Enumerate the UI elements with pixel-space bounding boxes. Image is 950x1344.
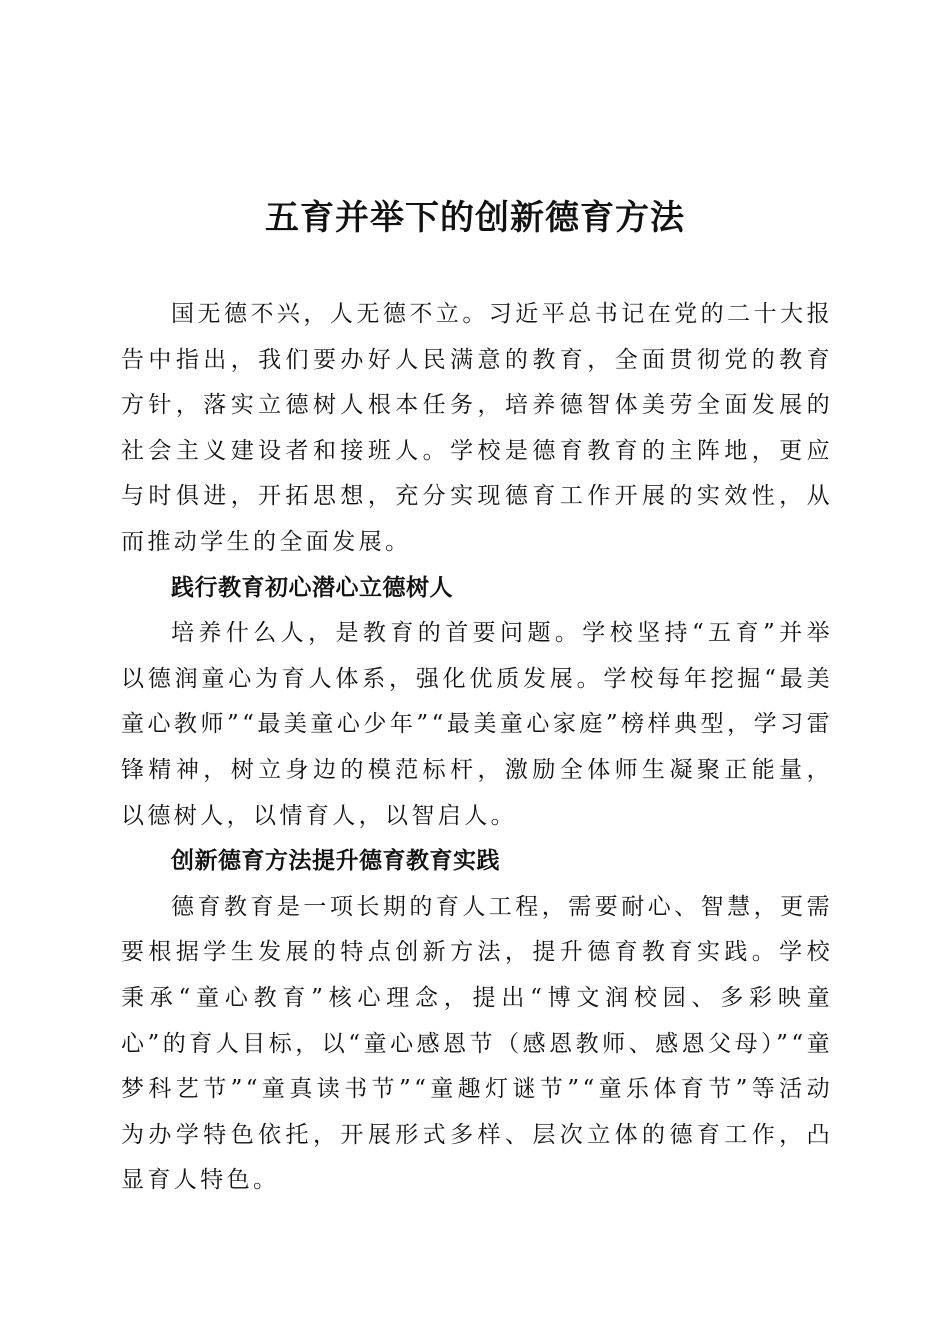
intro-paragraph: 国无德不兴，人无德不立。习近平总书记在党的二十大报告中指出，我们要办好人民满意的教育，全面贯彻党的教育方针，落实立德树人根本任务，培养德智体美劳全面发展的社会主义建设者和接班人。学校是德育教育的主阵地，更应与时俱进，开拓思想，充分实现德育工作开展的实效性，从而推动学生的全面发展。 [121, 301, 833, 555]
section-heading-1: 践行教育初心潜心立德树人 [171, 574, 453, 601]
section-heading-2: 创新德育方法提升德育教育实践 [171, 848, 500, 875]
section-1-paragraph: 培养什么人，是教育的首要问题。学校坚持“五育”并举以德润童心为育人体系，强化优质发展。学校每年挖掘“最美童心教师”“最美童心少年”“最美童心家庭”榜样典型，学习雷锋精神，树立身边的模范标杆，激励全体师生凝聚正能量，以德树人，以情育人，以智启人。 [121, 620, 833, 829]
document-body [121, 292, 833, 1204]
section-2-paragraph: 德育教育是一项长期的育人工程，需要耐心、智慧，更需要根据学生发展的特点创新方法，提升德育教育实践。学校秉承“童心教育”核心理念，提出“博文润校园、多彩映童心”的育人目标，以“童心感恩节（感恩教师、感恩父母）”“童梦科艺节”“童真读书节”“童趣灯谜节”“童乐体育节”等活动为办学特色依托，开展形式多样、层次立体的德育工作，凸显育人特色。 [121, 893, 833, 1194]
document-title: 五育并举下的创新德育方法 [265, 198, 685, 238]
